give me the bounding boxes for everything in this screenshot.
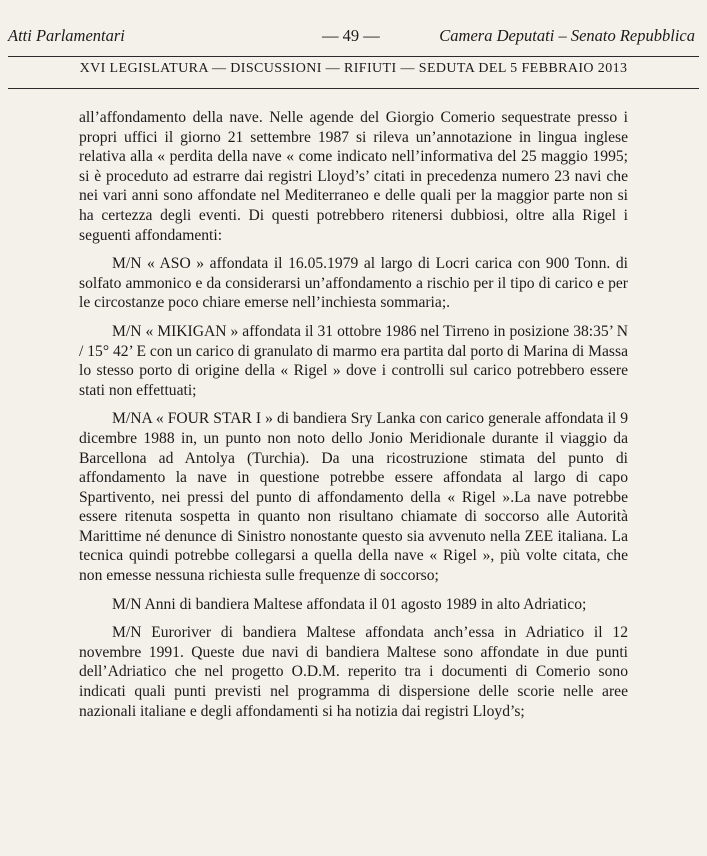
paragraph-four-star: M/NA « FOUR STAR I » di bandiera Sry Lanka con carico generale affondata il 9 dicembre 1988 in, un punto non noto dello Jonio Meridionale durante il viaggio da Barcellona ad Antolya (Turchia). Da una ricostruzione stimata del punto di affondamento la nave in questione potrebbe essere affondata al largo di capo Spartivento, nei pressi del punto di affondamento della « Rigel ».La nave potrebbe essere ritenuta sospetta in quanto non risultano chiamate di soccorso alle Autorità Marittime né denunce di Sinistro nonostante questo sia avvenuto nella ZEE italiana. La tecnica quindi potrebbe collegarsi a quella della nave « Rigel », più volte citata, che non emesse nessuna richiesta sulle frequenze di soccorso;: [79, 410, 628, 585]
session-subheader: XVI LEGISLATURA — DISCUSSIONI — RIFIUTI — SEDUTA DEL 5 FEBBRAIO 2013: [79, 61, 628, 76]
header-right-title: Camera Deputati – Senato Repubblica: [439, 26, 695, 45]
header-rule-bottom: [8, 88, 699, 89]
running-header: [8, 26, 695, 52]
header-rule-top: [8, 56, 699, 57]
page-number: — 49 —: [322, 26, 380, 45]
paragraph-anni: M/N Anni di bandiera Maltese affondata il 01 agosto 1989 in alto Adriatico;: [112, 595, 587, 613]
paragraph-intro: all’affondamento della nave. Nelle agende del Giorgio Comerio sequestrate presso i propri uffici il giorno 21 settembre 1987 si rileva un’annotazione in lingua inglese relativa alla « perdita della nave « come indicato nell’informativa del 25 maggio 1995; si è proceduto ad estrarre dai registri Lloyd’s’ citati in precedenza numero 23 navi che nei vari anni sono affondate nel Mediterraneo e delle quali per la maggior parte non si ha certezza degli eventi. Di questi potrebbero ritenersi dubbiosi, oltre alla Rigel i seguenti affondamenti:: [79, 109, 628, 244]
paragraph-euroriver: M/N Euroriver di bandiera Maltese affondata anch’essa in Adriatico il 12 novembre 1991. Queste due navi di bandiera Maltese sono affondate in due punti dell’Adriatico che nel progetto O.D.M. reperito tra i documenti di Comerio sono indicati quali punti previsti nel programma di dispersione delle scorie nelle aree nazionali italiane e degli affondamenti si ha notizia dai registri Lloyd’s;: [79, 624, 628, 720]
header-left-title: Atti Parlamentari: [8, 26, 125, 45]
paragraph-aso: M/N « ASO » affondata il 16.05.1979 al largo di Locri carica con 900 Tonn. di solfato ammonico e da considerarsi un’affondamento a rischio per il tipo di carico e per le circostanze poco chiare emerse nell’inchiesta sommaria;.: [79, 255, 628, 312]
paragraph-mikigan: M/N « MIKIGAN » affondata il 31 ottobre 1986 nel Tirreno in posizione 38:35’ N / 15° 42’ E con un carico di granulato di marmo era partita dal porto di Marina di Massa lo stesso porto di origine della « Rigel » dove i controlli sul carico potrebbero essere stati non effettuati;: [79, 322, 628, 399]
body-text: [79, 108, 628, 730]
